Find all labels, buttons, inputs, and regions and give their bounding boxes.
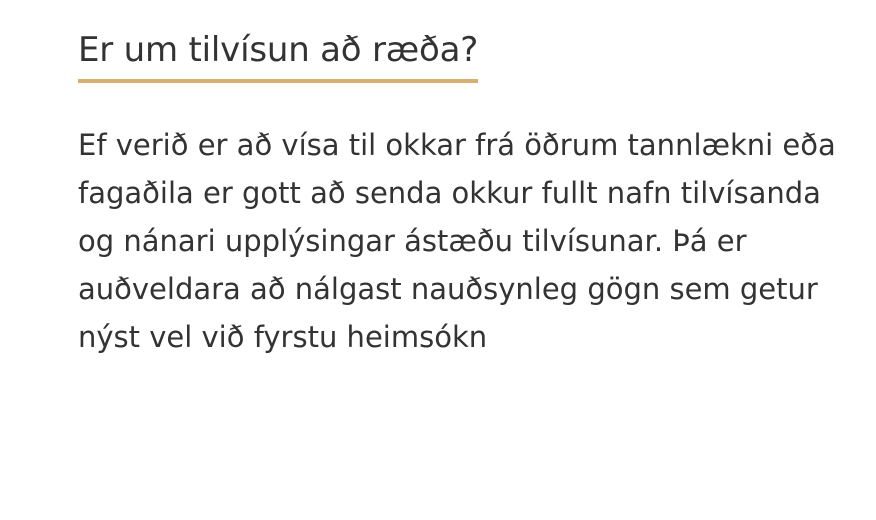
referral-section [78,28,838,361]
section-heading: Er um tilvísun að ræða? [78,30,479,70]
heading-underline [78,28,478,83]
referral-paragraph: Ef verið er að vísa til okkar frá öðrum tannlækni eða fagaðila er gott að senda okkur fullt nafn tilvísanda og nánari upplýsingar ástæðu tilvísunar. Þá er auðveldara að nálgast nauðsynleg gögn sem getur nýst vel við fyrstu heimsókn [78,128,836,354]
